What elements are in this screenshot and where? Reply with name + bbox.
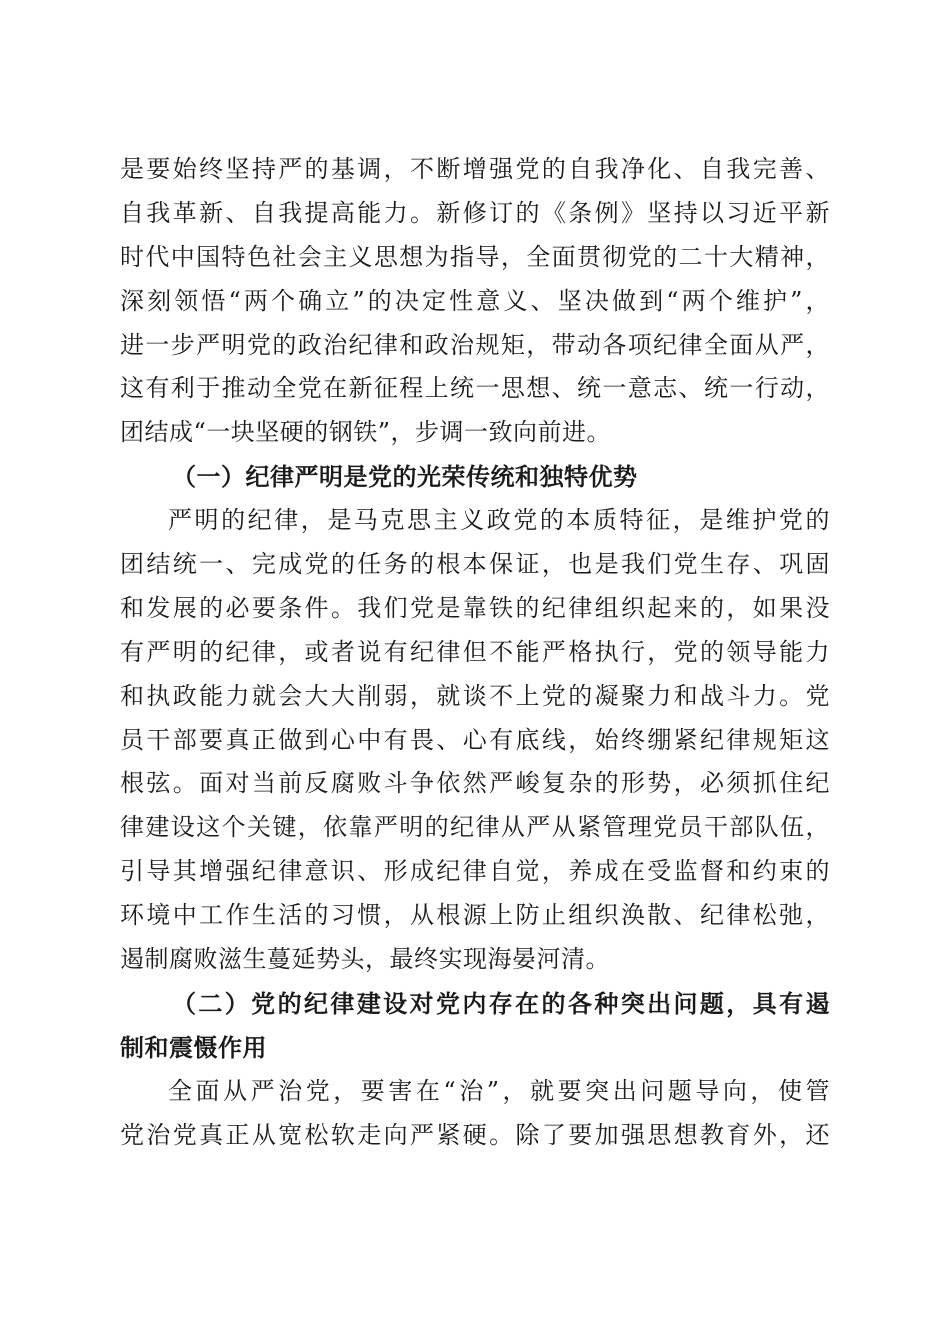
paragraph-line: 深刻领悟“两个确立”的决定性意义、坚决做到“两个维护”，	[120, 286, 830, 315]
section-heading-2-continued: 制和震慑作用	[120, 1032, 267, 1062]
paragraph-line: 环境中工作生活的习惯，从根源上防止组织涣散、纪律松弛，	[120, 901, 830, 930]
paragraph-line: 严明的纪律，是马克思主义政党的本质特征，是维护党的	[168, 506, 830, 535]
paragraph-line: 进一步严明党的政治纪律和政治规矩，带动各项纪律全面从严，	[120, 330, 830, 359]
paragraph-line: 有严明的纪律，或者说有纪律但不能严格执行，党的领导能力	[120, 637, 830, 666]
paragraph-line: 员干部要真正做到心中有畏、心有底线，始终绷紧纪律规矩这	[120, 725, 830, 754]
paragraph-line: 党治党真正从宽松软走向严紧硬。除了要加强思想教育外，还	[120, 1120, 830, 1149]
paragraph-line: 这有利于推动全党在新征程上统一思想、统一意志、统一行动，	[120, 374, 830, 403]
paragraph-line: 是要始终坚持严的基调，不断增强党的自我净化、自我完善、	[120, 155, 830, 183]
paragraph-line: 团结成“一块坚硬的钢铁”，步调一致向前进。	[120, 418, 612, 447]
paragraph-line: 遏制腐败滋生蔓延势头，最终实现海晏河清。	[120, 945, 610, 974]
section-heading-2: （二）党的纪律建设对党内存在的各种突出问题，具有遏	[172, 988, 830, 1018]
paragraph-line: 全面从严治党，要害在“治”，就要突出问题导向，使管	[168, 1076, 830, 1105]
paragraph-line: 律建设这个关键，依靠严明的纪律从严从紧管理党员干部队伍，	[120, 813, 830, 842]
document-body	[120, 148, 830, 1157]
section-heading-1: （一）纪律严明是党的光荣传统和独特优势	[172, 462, 638, 492]
paragraph-line: 和执政能力就会大大削弱，就谈不上党的凝聚力和战斗力。党	[120, 681, 830, 710]
paragraph-line: 根弦。面对当前反腐败斗争依然严峻复杂的形势，必须抓住纪	[120, 769, 830, 798]
paragraph-line: 时代中国特色社会主义思想为指导，全面贯彻党的二十大精神，	[120, 242, 830, 271]
paragraph-line: 团结统一、完成党的任务的根本保证，也是我们党生存、巩固	[120, 550, 830, 579]
paragraph-line: 和发展的必要条件。我们党是靠铁的纪律组织起来的，如果没	[120, 593, 830, 622]
paragraph-line: 引导其增强纪律意识、形成纪律自觉，养成在受监督和约束的	[120, 857, 830, 886]
paragraph-line: 自我革新、自我提高能力。新修订的《条例》坚持以习近平新	[120, 198, 830, 227]
